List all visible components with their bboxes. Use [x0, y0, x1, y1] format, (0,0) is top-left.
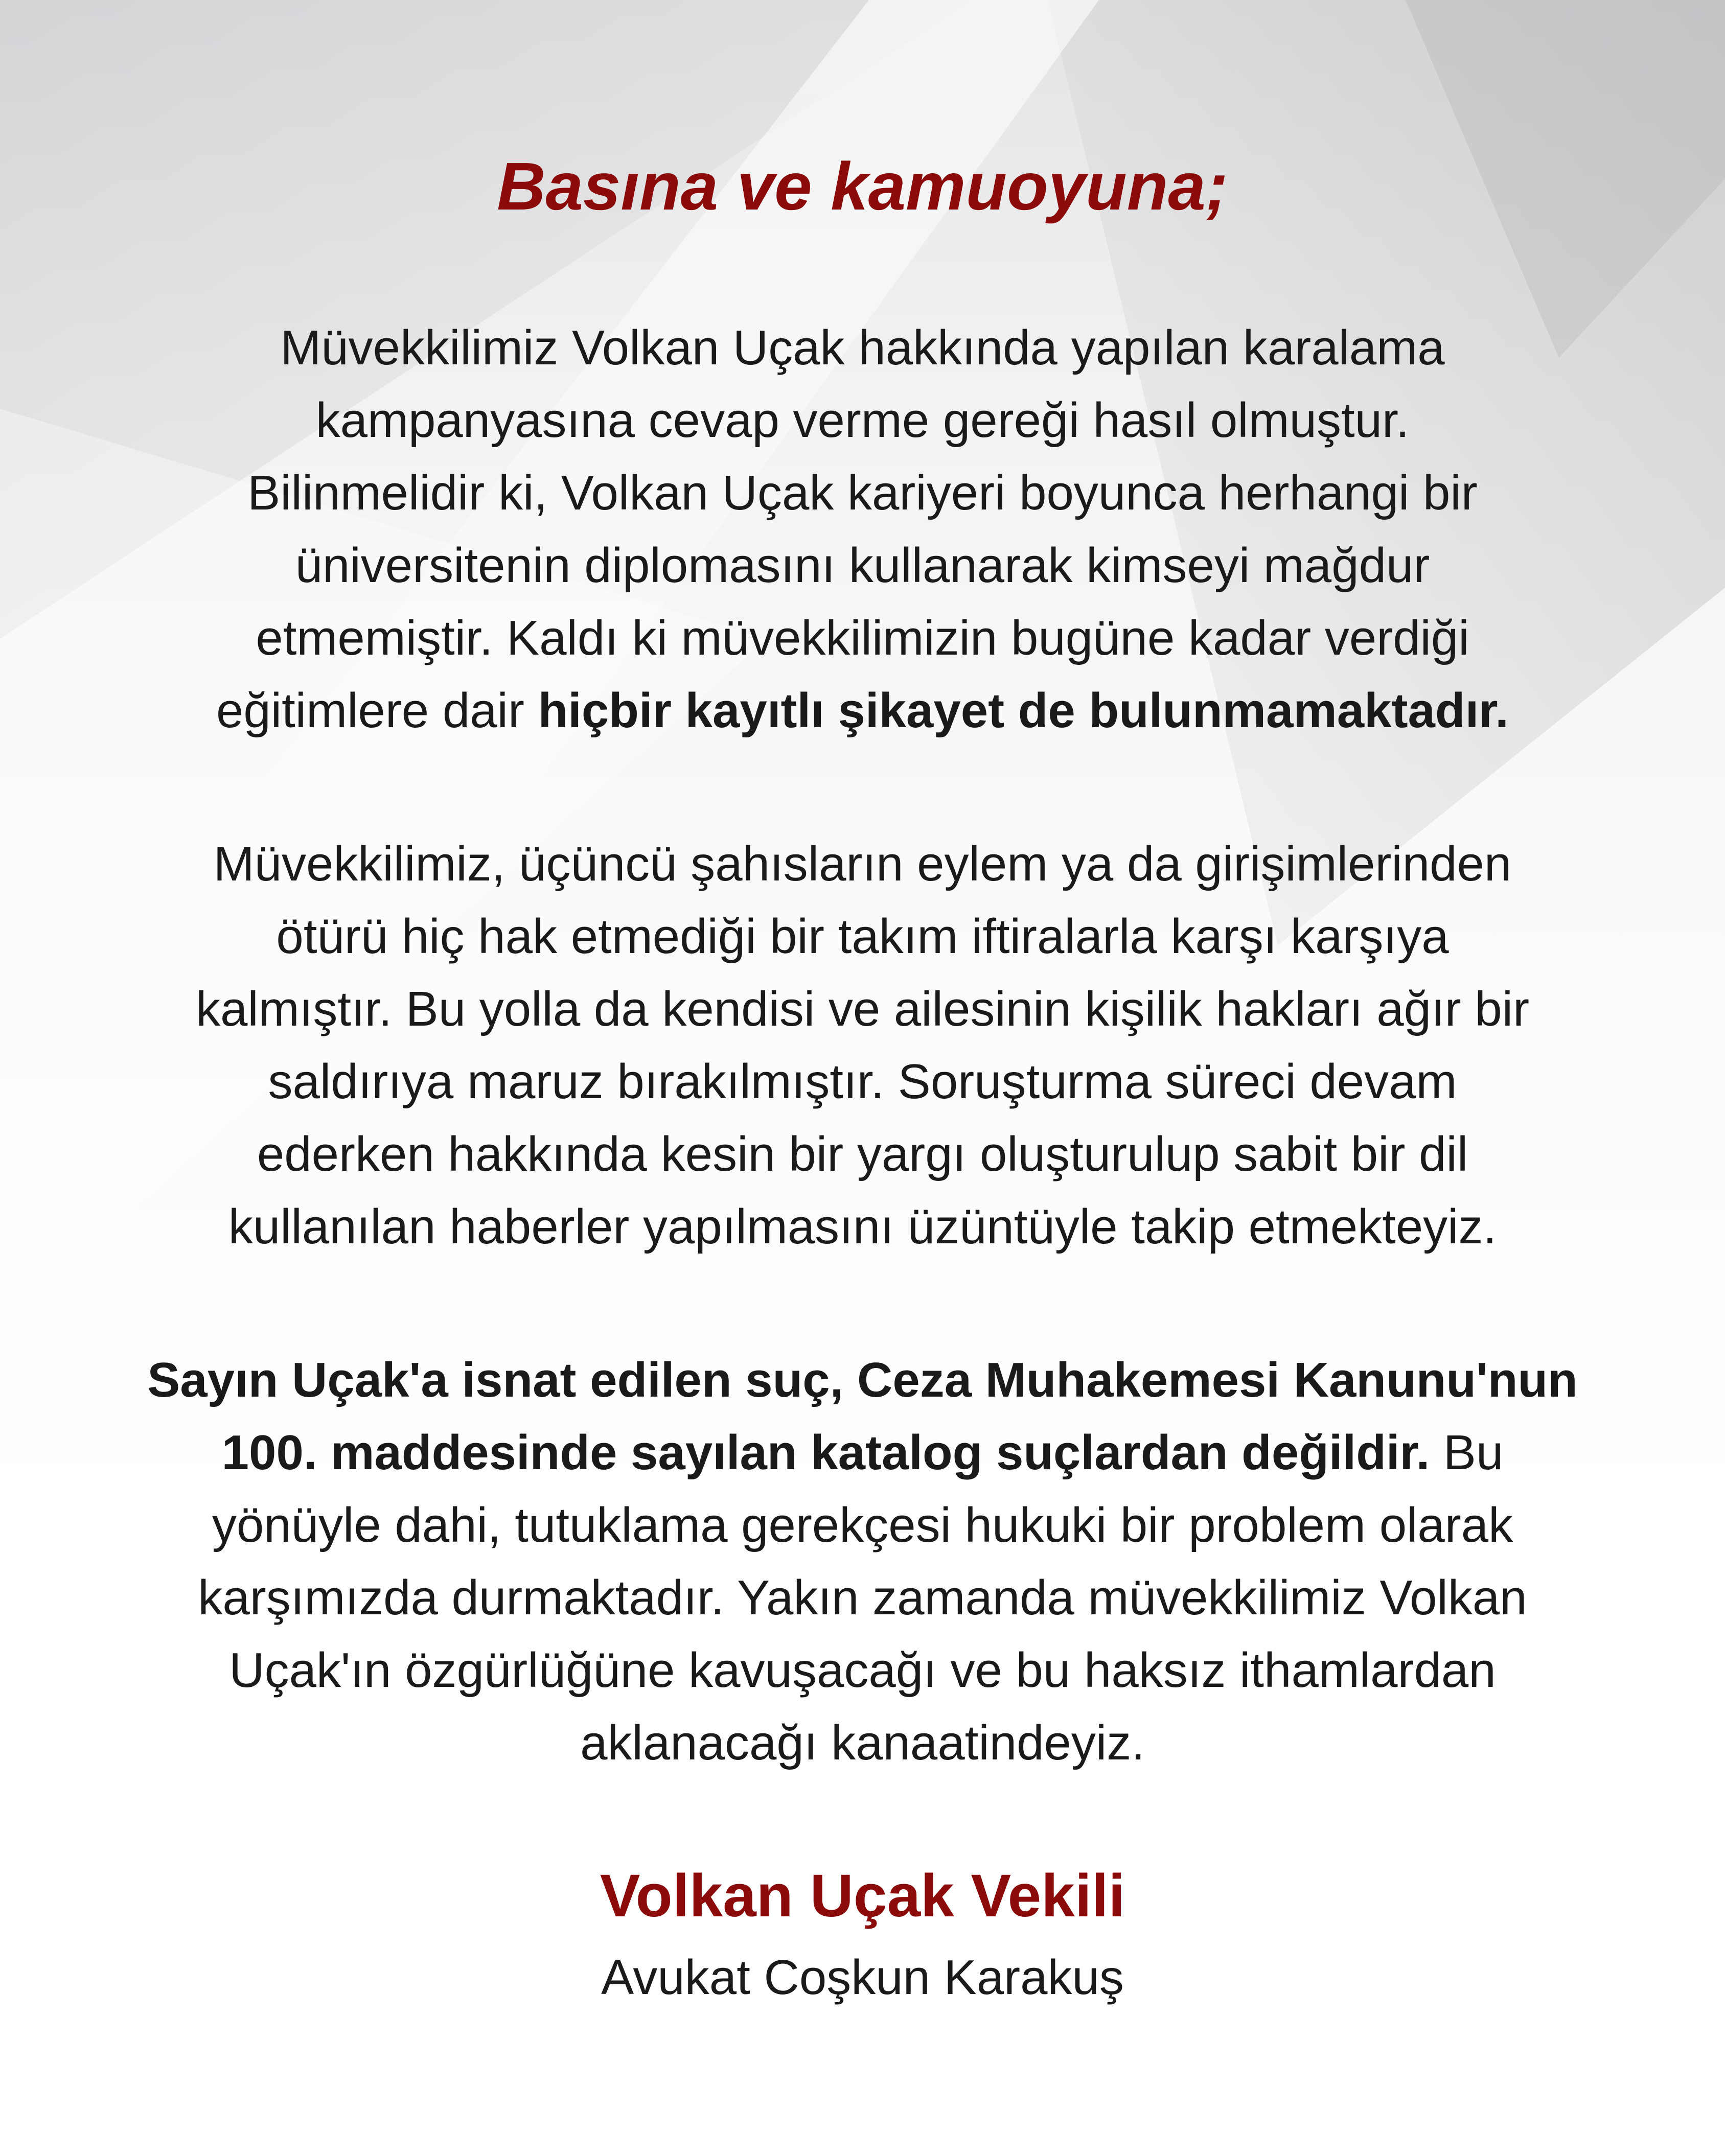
headline: Basına ve kamuoyuna;: [497, 149, 1228, 224]
paragraph-1: [92, 312, 1633, 747]
paragraph-3-emphasis: Sayın Uçak'a isnat edilen suç, Ceza Muhakemesi Kanunu'nun: [147, 1353, 1578, 1407]
paragraph-3-line: yönüyle dahi, tutuklama gerekçesi hukuki bir problem olarak: [212, 1498, 1513, 1552]
paragraph-3-line: Bu: [1430, 1425, 1504, 1480]
paragraph-1-line: kampanyasına cevap verme gereği hasıl olmuştur.: [315, 393, 1410, 448]
paragraph-1-line: Bilinmelidir ki, Volkan Uçak kariyeri boyunca herhangi bir: [247, 466, 1478, 520]
paragraph-3-emphasis: 100. maddesinde sayılan katalog suçlardan değildir.: [221, 1425, 1430, 1480]
paragraph-2: [92, 828, 1633, 1263]
paragraph-3-line: karşımızda durmaktadır. Yakın zamanda müvekkilimiz Volkan: [198, 1570, 1527, 1625]
paragraph-2-line: kullanılan haberler yapılmasını üzüntüyle takip etmekteyiz.: [228, 1199, 1497, 1254]
paragraph-1-line: üniversitenin diplomasını kullanarak kimseyi mağdur: [295, 538, 1430, 593]
paragraph-3: [92, 1344, 1633, 1779]
signature-name: Volkan Uçak Vekili: [600, 1862, 1125, 1930]
paragraph-3-line: aklanacağı kanaatindeyiz.: [580, 1715, 1145, 1770]
paragraph-2-line: ötürü hiç hak etmediği bir takım iftiralarla karşı karşıya: [276, 909, 1449, 964]
paragraph-2-line: Müvekkilimiz, üçüncü şahısların eylem ya da girişimlerinden: [213, 837, 1512, 891]
signature-title: Avukat Coşkun Karakuş: [601, 1950, 1124, 2005]
paragraph-2-line: kalmıştır. Bu yolla da kendisi ve ailesinin kişilik hakları ağır bir: [195, 982, 1530, 1036]
paragraph-2-line: saldırıya maruz bırakılmıştır. Soruşturma süreci devam: [268, 1054, 1457, 1109]
paragraph-1-line: Müvekkilimiz Volkan Uçak hakkında yapılan karalama: [280, 320, 1445, 375]
paragraph-1-emphasis: hiçbir kayıtlı şikayet de bulunmamaktadır.: [538, 683, 1509, 738]
paragraph-1-line: eğitimlere dair: [216, 683, 538, 738]
paragraph-1-line: etmemiştir. Kaldı ki müvekkilimizin bugüne kadar verdiği: [256, 611, 1469, 665]
paragraph-3-line: Uçak'ın özgürlüğüne kavuşacağı ve bu haksız ithamlardan: [229, 1643, 1496, 1698]
paragraph-2-line: ederken hakkında kesin bir yargı oluşturulup sabit bir dil: [257, 1127, 1468, 1181]
